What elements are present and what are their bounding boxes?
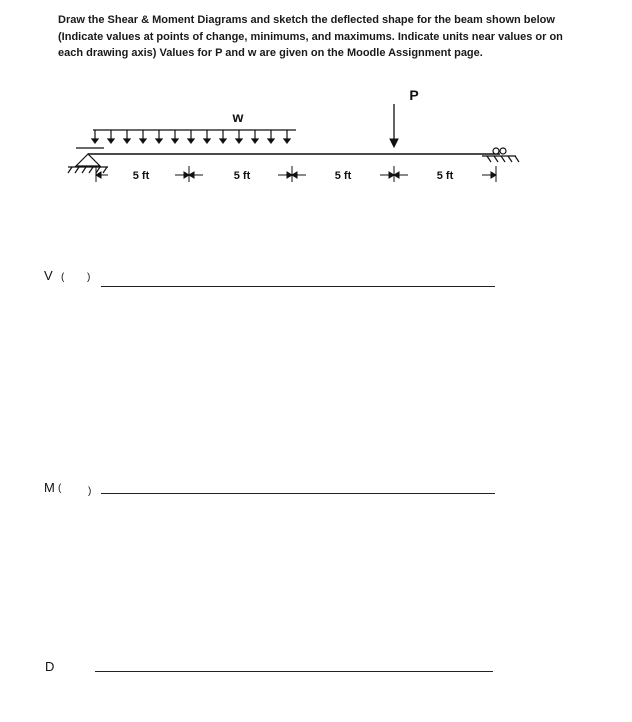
load-p-label: P (409, 87, 419, 103)
deflection-axis-label: D (45, 659, 55, 674)
instructions-text: Draw the Shear & Moment Diagrams and sketch the deflected shape for the beam shown below (Indicate values at points of change, minimums, and maximums. Indicate units near values or on each drawing axis) Values for P and w are given on the Moodle Assignment page. (58, 14, 563, 59)
span-label-2: 5 ft (233, 170, 251, 182)
shear-axis-line (101, 286, 495, 287)
moment-unit-open: ( (58, 483, 62, 494)
load-w-label: w (232, 109, 244, 125)
moment-axis-line (101, 493, 495, 494)
span-label-3: 5 ft (334, 170, 352, 182)
span-label-1: 5 ft (132, 170, 150, 182)
shear-unit-open: ( (61, 272, 65, 283)
beam-diagram (0, 0, 632, 200)
distributed-load (92, 130, 296, 143)
point-load-arrow (390, 104, 398, 147)
moment-axis-label: M (44, 480, 55, 495)
moment-unit-close: ) (88, 486, 92, 497)
shear-unit-close: ) (87, 272, 91, 283)
pin-support-left (68, 148, 108, 173)
span-label-4: 5 ft (436, 170, 454, 182)
shear-axis-label: V (44, 268, 53, 283)
roller-support-right (482, 148, 519, 162)
deflection-axis-line (95, 671, 493, 672)
